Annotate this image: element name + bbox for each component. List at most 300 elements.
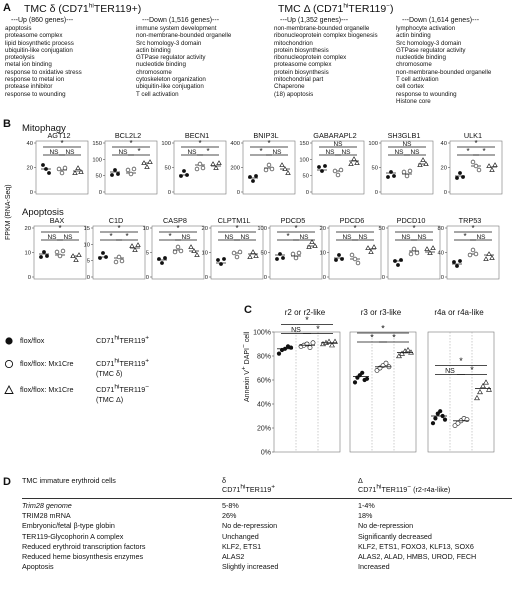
significance-label: NS [49,148,59,156]
significance-label: NS [63,233,73,241]
data-point [418,163,422,167]
gene-name: AGT12 [47,131,71,140]
annexin-point [311,341,315,345]
tick-label: 0 [145,275,149,281]
significance-label: NS [47,233,57,241]
apoptosis-title: Apoptosis [22,207,64,218]
go-term: proteasome complex [274,61,332,69]
annexin-point [365,377,369,381]
data-point [264,168,268,172]
table-cell-Delta: KLF2, ETS1, FOXO3, KLF13, SOX6 [358,541,474,551]
data-point [251,179,255,183]
data-point [132,167,136,171]
go-term: ubiquitin-like conjugation [5,46,73,54]
data-point [182,169,186,173]
legend-entry-0 [4,336,234,358]
data-point [352,157,356,161]
data-point [79,170,83,174]
table-cell-Delta: 18% [358,511,373,521]
go-term: chromosome [396,61,432,69]
tick-label: 20 [26,165,33,172]
significance-label: * [60,138,64,148]
go-list-title: ---Down (1,516 genes)--- [142,17,220,24]
data-point [471,248,475,252]
go-term: chromosome [136,68,172,76]
data-point [336,173,340,177]
data-point [157,257,161,261]
significance-label: * [482,146,486,156]
table-cell-delta: No de-repression [222,521,278,531]
tick-label: 50 [164,165,171,172]
significance-label: NS [187,148,197,156]
significance-label: * [316,324,320,335]
data-point [214,166,218,170]
tick-label: 0 [305,190,309,196]
Delta-column-header: Δ CD71hiTER119− (r2-r4a-like) [358,476,451,494]
data-point [487,252,491,256]
data-point [294,256,298,260]
go-list-title: ---Up (1,352 genes)--- [280,17,349,24]
legend-population: CD71hiTER119+ [96,357,150,368]
tick-label: 0 [167,190,171,196]
data-point [455,176,459,180]
significance-label: NS [333,140,343,148]
data-point [493,163,497,167]
data-point [211,162,215,166]
significance-label: * [109,231,113,241]
data-point [487,164,491,168]
significance-label: * [470,364,474,375]
annexin-point [277,352,281,356]
go-list-title: ---Up (860 genes)--- [11,17,74,24]
significance-label: * [168,231,172,241]
significance-label: * [305,315,309,326]
significance-label: NS [181,233,191,241]
data-point [386,175,390,179]
mitophagy-plot-becn1 [154,131,234,205]
tick-label: 0 [236,190,240,196]
significance-label: * [125,231,129,241]
data-point [286,171,290,175]
tick-label: 0 [86,275,90,281]
annexin-point [308,346,312,350]
table-cell-delta: ALAS2 [222,552,245,561]
table-title: TMC immature erythroid cells [22,476,116,485]
data-point [412,247,416,251]
data-point [116,172,120,176]
table-row-label: Apoptosis [22,562,54,572]
data-point [356,261,360,265]
data-point [471,160,475,164]
go-term: Src homology-3 domain [396,39,462,47]
data-point [126,168,130,172]
gene-name: CLPTM1L [217,216,251,225]
tick-label: 150 [92,141,102,147]
tick-label: 50 [302,173,309,180]
data-point [173,250,177,254]
significance-label: * [412,223,416,233]
significance-label: NS [272,148,282,156]
table-cell-Delta: Increased [358,562,390,572]
go-term: non-membrane-bounded organelle [274,25,370,32]
data-point [350,253,354,257]
gene-name: BAX [49,216,65,225]
annexin-point [406,348,411,352]
go-term: cell cortex [396,83,424,91]
go-term: ribonucleoprotein complex [274,54,347,62]
significance-label: NS [445,367,455,375]
significance-label: NS [410,148,420,156]
significance-label: * [294,223,298,233]
data-point [490,256,494,260]
open-triangle-icon [5,386,13,394]
tmc-Delta-header: TMC Δ $(CD71^{hi}TER119^-)$ [278,2,394,15]
annexin-point [443,418,447,422]
data-point [396,263,400,267]
annexin-point [353,380,357,384]
significance-label: NS [402,140,412,148]
data-point [474,252,478,256]
annexin-plot-title: r4a or r4a-like [434,308,484,317]
tick-label: 100 [299,157,309,164]
go-term: Src homology-3 domain [136,39,202,47]
panel-c-letter: C [244,304,252,316]
legend-genotype: flox/flox: Mx1Cre [20,359,74,368]
data-point [254,174,258,178]
significance-label: NS [118,148,128,156]
gene-name: C1D [108,216,124,225]
y-tick-label: 0% [260,449,271,457]
tick-label: 10 [201,250,208,257]
data-point [217,161,221,165]
table-row-label: TRIM28 mRNA [22,511,71,521]
data-point [297,251,301,255]
data-point [353,257,357,261]
significance-label: * [267,138,271,148]
data-point [458,259,462,263]
tick-label: 150 [299,141,309,147]
significance-label: * [286,231,290,241]
significance-label: * [471,223,475,233]
tick-label: 80 [437,226,444,232]
significance-label: NS [358,233,368,241]
tick-label: 10 [83,242,90,249]
data-point [421,158,425,162]
panel-b-letter: B [3,118,11,130]
tick-label: 5 [145,250,149,257]
data-point [267,163,271,167]
table-cell-delta: KLF2, ETS1 [222,541,262,551]
data-point [76,166,80,170]
data-point [47,171,51,175]
tick-label: 50 [371,165,378,172]
significance-label: * [117,223,121,233]
go-term: immune system development [136,25,217,32]
data-point [317,165,321,169]
gene-name: BCL2L2 [114,131,142,140]
table-cell-delta: 26% [222,511,237,521]
tick-label: 0 [443,190,447,196]
gene-name: TRP53 [458,216,482,225]
significance-label: NS [342,233,352,241]
significance-label: * [459,355,463,366]
data-point [179,249,183,253]
go-list-0 [5,17,82,98]
go-term: response to wounding [5,90,66,98]
significance-label: NS [417,233,427,241]
table-cell-Delta: ALAS2, ALAD, HMBS, UROD, FECH [358,552,477,561]
significance-label: NS [299,233,309,241]
tick-label: 20 [319,226,326,232]
significance-label: NS [401,233,411,241]
data-point [58,254,62,258]
go-term: nucleotide binding [136,61,186,69]
data-point [392,174,396,178]
go-list-title: ---Down (1,614 genes)--- [402,17,480,24]
annexin-point [431,421,435,425]
data-point [408,169,412,173]
significance-label: * [474,138,478,148]
significance-label: * [259,146,263,156]
gene-name: PDCD5 [280,216,306,225]
significance-label: NS [394,148,404,156]
significance-label: NS [476,233,486,241]
significance-label: NS [325,148,335,156]
go-term: apoptosis [5,25,32,32]
data-point [461,175,465,179]
table-row-label: Reduced erythroid transcription factors [22,541,146,551]
tick-label: 0 [374,190,378,196]
delta-column-header: δ CD71hiTER119+ [222,476,276,494]
data-point [198,162,202,166]
mitophagy-title: Mitophagy [22,123,66,134]
open-circle-icon [5,360,12,367]
annexin-point [384,361,388,365]
data-point [98,256,102,260]
data-point [176,245,180,249]
annexin-point [484,380,489,384]
data-point [110,173,114,177]
annexin-plot-2 [424,308,504,458]
panel-d-letter: D [3,476,11,488]
y-tick-label: 80% [256,353,271,361]
tick-label: 0 [204,275,208,281]
data-point [57,167,61,171]
annexin-plot-title: r3 or r3-like [360,308,402,317]
tick-label: 0 [29,190,33,196]
go-term: protein biosynthesis [274,46,329,54]
table-row-label: Reduced heme biosynthesis enzymes [22,552,144,561]
go-term: ubiquitin-like conjugation [136,83,204,91]
legend-population: CD71hiTER119− [96,383,150,394]
mitophagy-plot-bcl2l2 [85,131,165,205]
data-point [399,258,403,262]
apoptosis-plot-trp53 [427,216,507,290]
significance-label: NS [341,148,351,156]
data-point [355,161,359,165]
data-point [39,255,43,259]
tick-label: 0 [322,275,326,281]
tick-label: 10 [142,226,149,232]
table-cell-Delta: 1-4% [358,501,375,510]
annexin-point [478,390,483,394]
significance-label: * [58,223,62,233]
go-term: T cell activation [136,90,179,98]
data-point [278,252,282,256]
go-term: Histone core [396,97,431,105]
data-point [291,252,295,256]
tick-label: 40 [440,141,447,147]
data-point [405,174,409,178]
data-point [452,260,456,264]
go-list-2 [274,17,378,98]
data-point [275,257,279,261]
go-term: lymphocyte activation [396,25,456,32]
tick-label: 20 [201,226,208,232]
tick-label: 40 [26,141,33,147]
annexin-point [433,416,437,420]
y-tick-label: 20% [256,425,271,433]
go-list-3 [396,17,491,105]
go-term: mitochondrion [274,39,313,47]
gene-name: SH3GLB1 [387,131,421,140]
gene-name: CASP8 [163,216,187,225]
data-point [117,255,121,259]
tick-label: 100 [257,226,267,232]
tick-label: 100 [92,157,102,164]
gene-name: BNIP3L [253,131,279,140]
tick-label: 10 [24,250,31,257]
table-divider [22,498,512,499]
significance-label: * [206,146,210,156]
data-point [248,175,252,179]
tick-label: 0 [381,275,385,281]
go-term: Chaperone [274,83,305,91]
data-point [484,257,488,261]
go-list-1 [136,17,231,98]
data-point [320,169,324,173]
data-point [409,252,413,256]
go-term: mitochondrial part [274,76,324,84]
annexin-plot-title: r2 or r2-like [284,308,326,317]
tick-label: 0 [263,275,267,281]
data-point [73,171,77,175]
significance-label: * [129,138,133,148]
data-point [201,166,205,170]
data-point [179,174,183,178]
significance-label: * [235,223,239,233]
table-cell-delta: Unchanged [222,531,259,541]
data-point [238,250,242,254]
go-term: non-membrane-bounded organelle [136,32,232,40]
mitophagy-plot-ulk1 [430,131,510,205]
data-point [402,170,406,174]
data-point [474,164,478,168]
significance-label: * [392,332,396,343]
data-point [280,163,284,167]
legend-note: (TMC δ) [96,369,123,378]
go-term: ribonucleoprotein complex biogenesis [274,32,378,40]
go-term: response to oxidative stress [5,68,82,76]
go-term: protein biosynthesis [274,68,329,76]
go-term: GTPase regulator activity [396,46,466,54]
annexin-point [487,387,492,391]
data-point [393,259,397,263]
go-term: GTPase regulator activity [136,54,206,62]
mitophagy-plot-bnip3l [223,131,303,205]
tick-label: 200 [230,165,240,172]
data-point [185,173,189,177]
data-point [389,170,393,174]
data-point [114,260,118,264]
data-point [477,168,481,172]
go-term: metal ion binding [5,61,52,69]
go-term: proteasome complex [5,32,63,40]
data-point [129,172,133,176]
data-point [148,160,152,164]
tick-label: 5 [86,258,90,265]
mitophagy-plot-sh3glb1 [361,131,441,205]
data-point [216,258,220,262]
significance-label: * [176,223,180,233]
tick-label: 100 [161,141,171,147]
y-tick-label: 40% [256,401,271,409]
filled-circle-icon [5,337,12,344]
go-term: actin binding [136,46,171,54]
data-point [145,165,149,169]
data-point [42,250,46,254]
data-point [323,164,327,168]
data-point [160,261,164,265]
table-row-label: TER119-Glycophorin A complex [22,531,124,541]
gene-name: PDCD10 [396,216,426,225]
data-point [222,257,226,261]
data-point [113,168,117,172]
legend-entry-2 [4,385,234,407]
table-cell-delta: Slightly increased [222,562,279,572]
significance-label: * [381,323,385,334]
go-term: non-membrane-bounded organelle [396,68,492,76]
data-point [270,167,274,171]
data-point [235,255,239,259]
data-point [44,167,48,171]
go-term: protease inhibitor [5,83,53,91]
legend-genotype: flox/flox: Mx1Cre [20,385,74,394]
panel-a-letter: A [3,2,11,14]
data-point [340,257,344,261]
annexin-plot-1 [346,308,426,458]
annexin-y-axis-label: Annexin V+ DAPI− cell [240,331,251,402]
data-point [339,168,343,172]
tick-label: 0 [440,275,444,281]
tick-label: 20 [440,165,447,172]
significance-label: * [353,223,357,233]
significance-label: * [137,146,141,156]
significance-label: NS [291,327,301,335]
significance-label: * [198,138,202,148]
data-point [458,171,462,175]
y-tick-label: 60% [256,377,271,385]
significance-label: * [466,146,470,156]
data-point [101,251,105,255]
go-term: nucleotide binding [396,54,446,62]
data-point [45,254,49,258]
go-term: response to metal ion [5,76,65,84]
data-point [195,167,199,171]
annexin-point [475,396,480,400]
gene-name: PDCD6 [339,216,365,225]
data-point [41,163,45,167]
